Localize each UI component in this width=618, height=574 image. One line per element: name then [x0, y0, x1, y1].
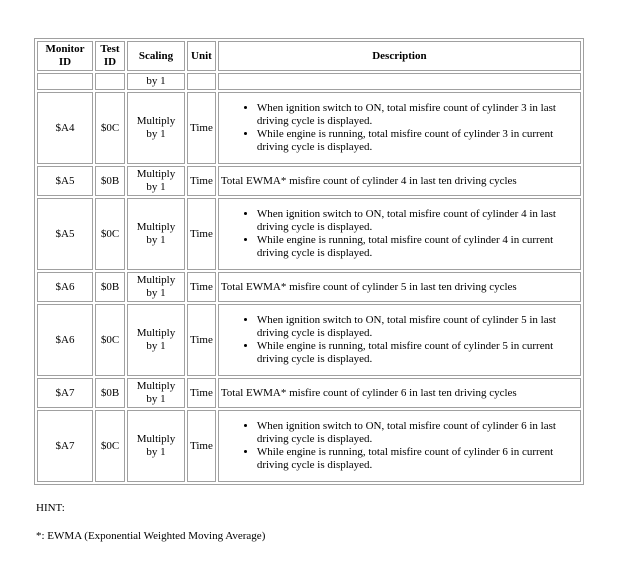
- description-list-item: • While engine is running, total misfire count of cylinder 5 in current driving cycle is displayed.: [257, 340, 578, 366]
- description-list: [221, 208, 578, 260]
- unit-cell: Time: [187, 272, 216, 302]
- description-list-item: • When ignition switch to ON, total misfire count of cylinder 4 in last driving cycle is displayed.: [257, 208, 578, 234]
- description-cell: [218, 198, 581, 270]
- monitor-id-cell: $A6: [37, 304, 93, 376]
- scaling-cell: Multiply by 1: [127, 272, 185, 302]
- table-header-row: [37, 41, 581, 71]
- monitor-id-cell: $A5: [37, 166, 93, 196]
- scaling-cell: Multiply by 1: [127, 410, 185, 482]
- test-id-cell: $0B: [95, 378, 125, 408]
- description-cell: Total EWMA* misfire count of cylinder 4 in last ten driving cycles: [218, 166, 581, 196]
- monitor-id-cell: $A5: [37, 198, 93, 270]
- monitor-table: [34, 38, 584, 485]
- description-list: [221, 314, 578, 366]
- scaling-cell: Multiply by 1: [127, 198, 185, 270]
- unit-cell: Time: [187, 378, 216, 408]
- description-cell: [218, 304, 581, 376]
- test-id-cell: $0B: [95, 166, 125, 196]
- test-id-cell: $0B: [95, 272, 125, 302]
- scaling-cell: by 1: [127, 73, 185, 90]
- header-unit: Unit: [187, 41, 216, 71]
- description-cell: [218, 92, 581, 164]
- header-monitor-id: Monitor ID: [37, 41, 93, 71]
- scaling-cell: Multiply by 1: [127, 378, 185, 408]
- description-list-item: • When ignition switch to ON, total misfire count of cylinder 5 in last driving cycle is displayed.: [257, 314, 578, 340]
- description-list-item: • While engine is running, total misfire count of cylinder 3 in current driving cycle is displayed.: [257, 128, 578, 154]
- table-row: [37, 378, 581, 408]
- test-id-cell: $0C: [95, 304, 125, 376]
- table-row: [37, 166, 581, 196]
- footnote: *: EWMA (Exponential Weighted Moving Average): [36, 530, 266, 542]
- description-cell: Total EWMA* misfire count of cylinder 6 in last ten driving cycles: [218, 378, 581, 408]
- test-id-cell: [95, 73, 125, 90]
- table-row: [37, 73, 581, 90]
- unit-cell: Time: [187, 304, 216, 376]
- table-row: [37, 410, 581, 482]
- description-cell: Total EWMA* misfire count of cylinder 5 in last ten driving cycles: [218, 272, 581, 302]
- description-list-item: • While engine is running, total misfire count of cylinder 4 in current driving cycle is displayed.: [257, 234, 578, 260]
- header-test-id: Test ID: [95, 41, 125, 71]
- test-id-cell: $0C: [95, 92, 125, 164]
- scaling-cell: Multiply by 1: [127, 304, 185, 376]
- header-description: Description: [218, 41, 581, 71]
- unit-cell: Time: [187, 166, 216, 196]
- description-list-item: • While engine is running, total misfire count of cylinder 6 in current driving cycle is displayed.: [257, 446, 578, 472]
- monitor-id-cell: $A7: [37, 410, 93, 482]
- monitor-id-cell: [37, 73, 93, 90]
- table-row: [37, 92, 581, 164]
- description-cell: [218, 410, 581, 482]
- unit-cell: [187, 73, 216, 90]
- test-id-cell: $0C: [95, 410, 125, 482]
- table-row: [37, 304, 581, 376]
- description-list-item: • When ignition switch to ON, total misfire count of cylinder 3 in last driving cycle is displayed.: [257, 102, 578, 128]
- unit-cell: Time: [187, 92, 216, 164]
- monitor-id-cell: $A7: [37, 378, 93, 408]
- hint-label: HINT:: [36, 502, 65, 514]
- unit-cell: Time: [187, 410, 216, 482]
- header-scaling: Scaling: [127, 41, 185, 71]
- monitor-id-cell: $A6: [37, 272, 93, 302]
- description-list: [221, 420, 578, 472]
- unit-cell: Time: [187, 198, 216, 270]
- scaling-cell: Multiply by 1: [127, 92, 185, 164]
- table-row: [37, 272, 581, 302]
- monitor-id-cell: $A4: [37, 92, 93, 164]
- scaling-cell: Multiply by 1: [127, 166, 185, 196]
- description-list-item: • When ignition switch to ON, total misfire count of cylinder 6 in last driving cycle is displayed.: [257, 420, 578, 446]
- description-list: [221, 102, 578, 154]
- table-row: [37, 198, 581, 270]
- description-cell: [218, 73, 581, 90]
- test-id-cell: $0C: [95, 198, 125, 270]
